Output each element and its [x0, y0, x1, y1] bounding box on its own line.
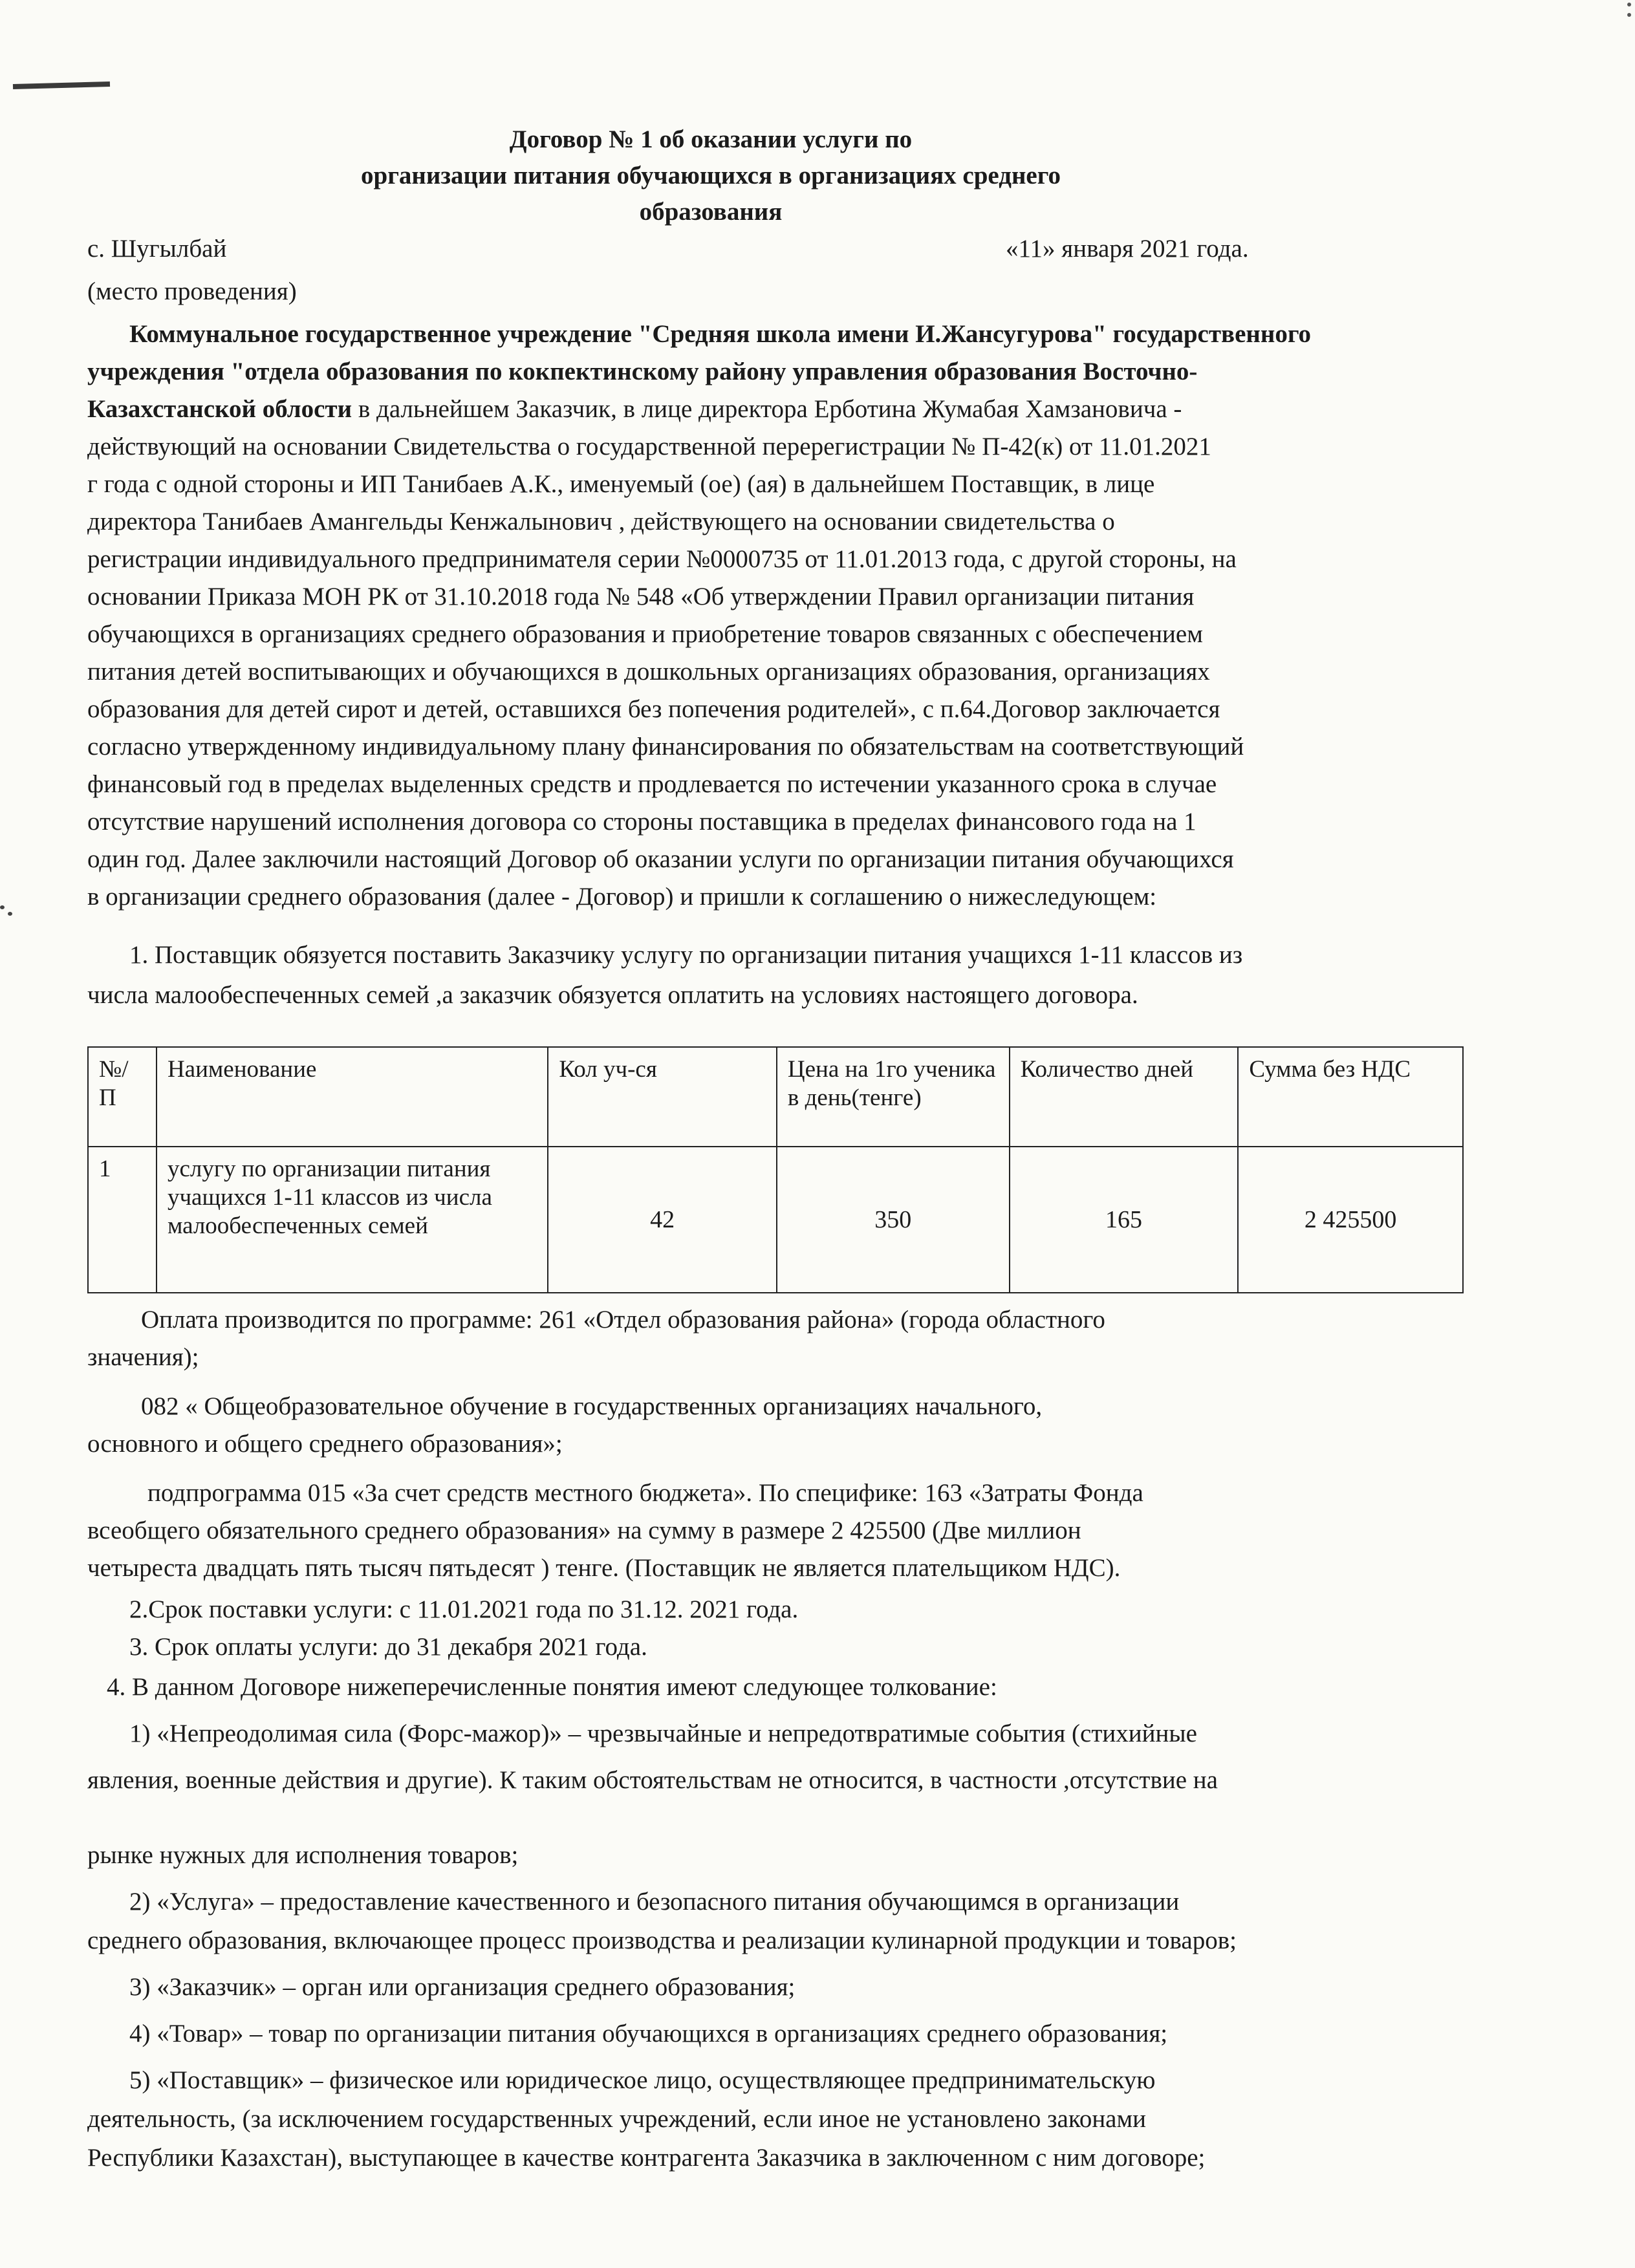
preamble-line: учреждения "отдела образования по кокпектинскому району управления образования Восточно- — [87, 358, 1198, 385]
preamble-line: основании Приказа МОН РК от 31.10.2018 года № 548 «Об утверждении Правил организации питания — [87, 583, 1195, 610]
column-header: Кол уч-ся — [548, 1047, 776, 1147]
preamble-line: питания детей воспитывающих и обучающихся в дошкольных организациях образования, организациях — [87, 658, 1210, 686]
preamble-line — [87, 391, 1182, 428]
column-header: №/П — [88, 1047, 157, 1147]
definition-5-line: деятельность, (за исключением государственных учреждений, если иное не установлено законами — [87, 2105, 1147, 2133]
definition-2-line: среднего образования, включающее процесс производства и реализации кулинарной продукции и товаров; — [87, 1927, 1237, 1954]
payment-line: всеобщего обязательного среднего образования» на сумму в размере 2 425500 (Две миллион — [87, 1517, 1081, 1544]
table-header-row — [88, 1047, 1463, 1147]
price-per-day: 350 — [777, 1147, 1010, 1293]
definition-3: 3) «Заказчик» – орган или организация среднего образования; — [129, 1973, 796, 2001]
preamble-line: директора Танибаев Амангельды Кенжалынович , действующего на основании свидетельства о — [87, 508, 1115, 535]
service-name: услугу по организации питания учащихся 1-11 классов из числа малообеспеченных семей — [157, 1147, 548, 1293]
definition-5-line: 5) «Поставщик» – физическое или юридическое лицо, осуществляющее предпринимательскую — [129, 2066, 1156, 2094]
title-line-3: образования — [639, 198, 783, 226]
total-sum: 2 425500 — [1238, 1147, 1463, 1293]
clause-3: 3. Срок оплаты услуги: до 31 декабря 2021 года. — [129, 1633, 647, 1661]
definition-1-line: 1) «Непреодолимая сила (Форс-мажор)» – чрезвычайные и непредотвратимые события (стихийные — [129, 1720, 1197, 1747]
clause-4: 4. В данном Договоре нижеперечисленные понятия имеют следующее толкование: — [107, 1673, 997, 1701]
definition-1-line: явления, военные действия и другие). К таким обстоятельствам не относится, в частности ,отсутствие на — [87, 1766, 1218, 1794]
preamble-line: регистрации индивидуального предпринимателя серии №0000735 от 11.01.2013 года, с другой стороны, на — [87, 545, 1237, 573]
preamble-line: один год. Далее заключили настоящий Договор об оказании услуги по организации питания обучающихся — [87, 845, 1234, 873]
scan-dots — [0, 905, 9, 912]
preamble-line: г года с одной стороны и ИП Танибаев А.К., именуемый (ое) (ая) в дальнейшем Поставщик, в лице — [87, 470, 1155, 498]
title-line-2: организации питания обучающихся в организациях среднего — [361, 162, 1061, 189]
payment-line: Оплата производится по программе: 261 «Отдел образования района» (города областного — [141, 1306, 1105, 1334]
student-count: 42 — [548, 1147, 776, 1293]
preamble-line: отсутствие нарушений исполнения договора со стороны поставщика в пределах финансового года на 1 — [87, 808, 1196, 836]
definition-4: 4) «Товар» – товар по организации питания обучающихся в организациях среднего образования; — [129, 2020, 1168, 2047]
preamble-bold: Казахстанской облости — [87, 395, 352, 423]
payment-line: значения); — [87, 1343, 199, 1371]
scan-mark — [13, 81, 110, 89]
clause-1-line: 1. Поставщик обязуется поставить Заказчику услугу по организации питания учащихся 1-11 классов из — [129, 941, 1243, 969]
payment-line: подпрограмма 015 «За счет средств местного бюджета». По специфике: 163 «Затраты Фонда — [147, 1479, 1143, 1507]
preamble-line: согласно утвержденному индивидуальному плану финансирования по обязательствам на соответствующий — [87, 733, 1244, 761]
column-header: Наименование — [157, 1047, 548, 1147]
service-table — [87, 1046, 1464, 1293]
scan-edge-dots — [1616, 0, 1635, 19]
preamble-rest: в дальнейшем Заказчик, в лице директора Ерботина Жумабая Хамзановича - — [352, 395, 1182, 423]
column-header: Количество дней — [1010, 1047, 1239, 1147]
preamble-line: действующий на основании Свидетельства о государственной перерегистрации № П-42(к) от 11.01.2021 — [87, 433, 1211, 460]
payment-line: основного и общего среднего образования»; — [87, 1430, 563, 1458]
payment-line: 082 « Общеобразовательное обучение в государственных организациях начального, — [141, 1392, 1043, 1420]
column-header: Сумма без НДС — [1238, 1047, 1463, 1147]
column-header: Цена на 1го ученика в день(тенге) — [777, 1047, 1010, 1147]
clause-2: 2.Срок поставки услуги: с 11.01.2021 года по 31.12. 2021 года. — [129, 1595, 799, 1623]
contract-date: «11» января 2021 года. — [1006, 235, 1249, 263]
row-number: 1 — [88, 1147, 157, 1293]
preamble-line: в организации среднего образования (далее - Договор) и пришли к соглашению о нижеследующем: — [87, 883, 1157, 911]
preamble-line: обучающихся в организациях среднего образования и приобретение товаров связанных с обеспечением — [87, 620, 1203, 648]
table-row — [88, 1147, 1463, 1293]
preamble-line: Коммунальное государственное учреждение "Средняя школа имени И.Жансугурова" государственного — [129, 320, 1312, 348]
document-title — [0, 122, 1635, 230]
place: с. Шугылбай — [87, 235, 227, 263]
day-count: 165 — [1010, 1147, 1239, 1293]
preamble-line: финансовый год в пределах выделенных средств и продлевается по истечении указанного срока в случае — [87, 770, 1217, 798]
definition-1-line: рынке нужных для исполнения товаров; — [87, 1841, 519, 1869]
title-line-1: Договор № 1 об оказании услуги по — [509, 125, 913, 153]
clause-1-line: числа малообеспеченных семей ,а заказчик обязуется оплатить на условиях настоящего договора. — [87, 981, 1138, 1009]
definition-5-line: Республики Казахстан), выступающее в качестве контрагента Заказчика в заключенном с ним договоре; — [87, 2144, 1206, 2172]
definition-2-line: 2) «Услуга» – предоставление качественного и безопасного питания обучающимся в организации — [129, 1888, 1180, 1916]
preamble-line: образования для детей сирот и детей, оставшихся без попечения родителей», с п.64.Договор заключается — [87, 695, 1220, 723]
place-note: (место проведения) — [87, 277, 297, 305]
payment-line: четыреста двадцать пять тысяч пятьдесят ) тенге. (Поставщик не является плательщиком НДС). — [87, 1554, 1121, 1582]
